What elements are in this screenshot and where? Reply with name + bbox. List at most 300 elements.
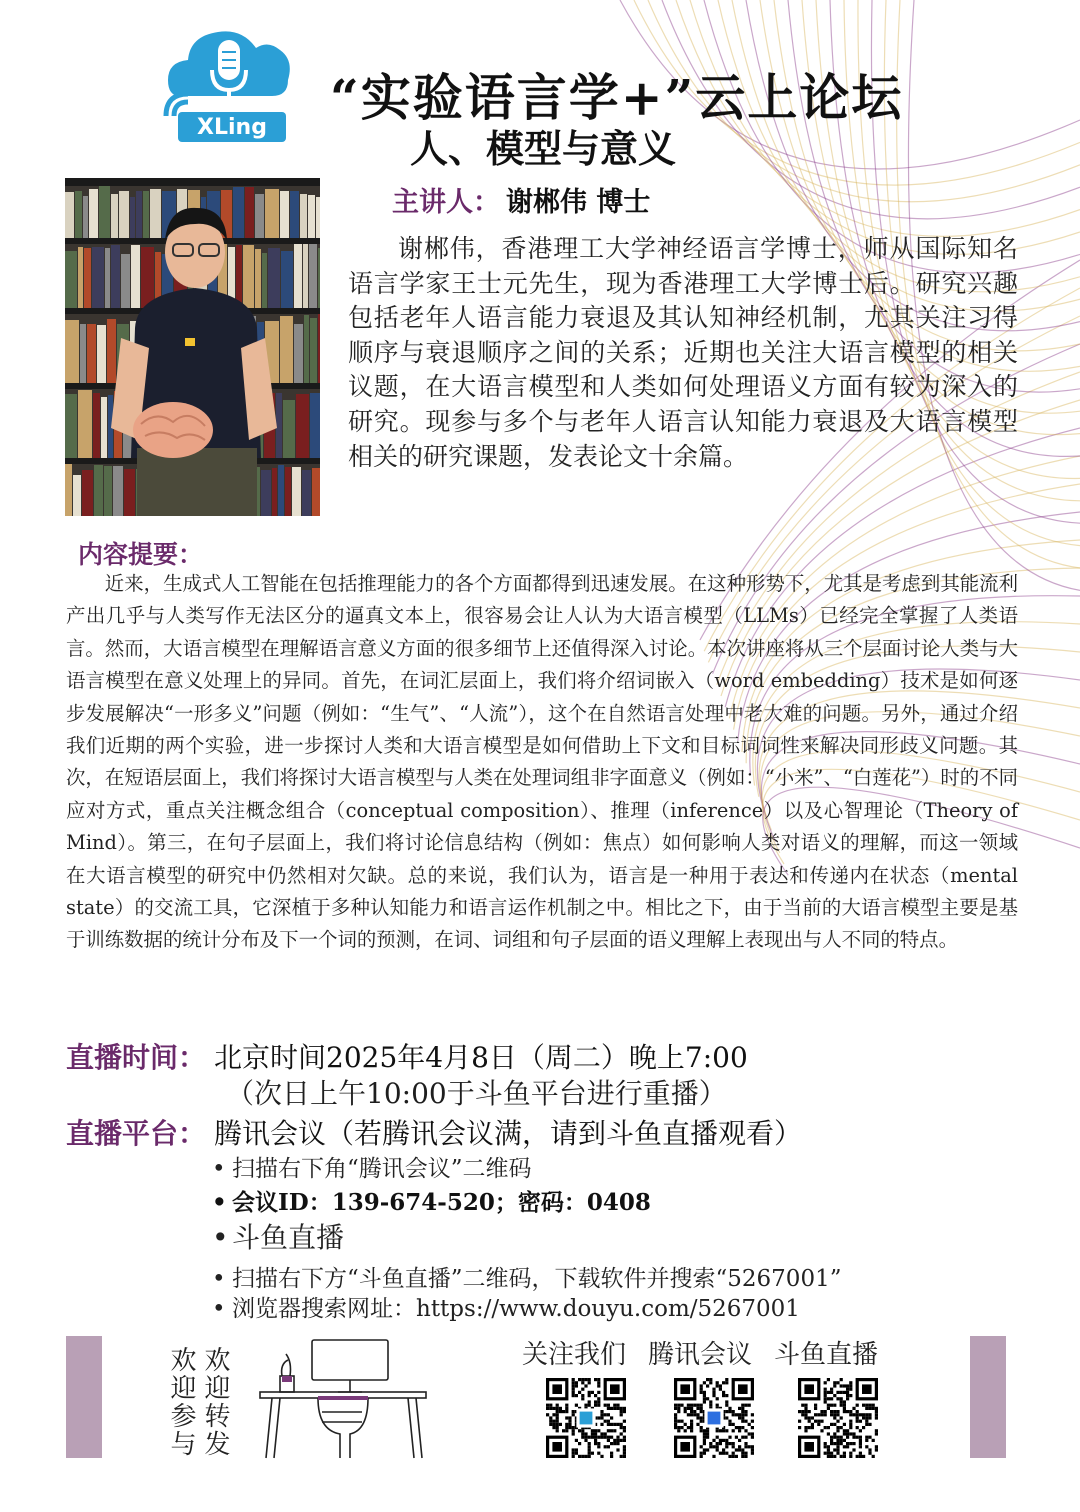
summary-text: 近来，生成式人工智能在包括推理能力的各个方面都得到迅速发展。在这种形势下，尤其是考虑到其能流利产出几乎与人类写作无法区分的逼真文本上，很容易会让人认为大语言模型（LLMs）已经完全掌握了人类语言。然而，大语言模型在理解语言意义方面的很多细节上还值得深入讨论。本次讲座将从三个层面讨论人类与大语言模型在意义处理上的异同。首先，在词汇层面上，我们将介绍词嵌入（word embedding）技术是如何逐步发展解决“一形多义”问题（例如：“生气”、“人流”），这个在自然语言处理中老大难的问题。另外，通过介绍我们近期的两个实验，进一步探讨人类和大语言模型是如何借助上下文和目标词词性来解决同形歧义问题。其次，在短语层面上，我们将探讨大语言模型与人类在处理词组非字面意义（例如：“小米”、“白莲花”）时的不同应对方式，重点关注概念组合（conceptual composition）、推理（inference）以及心智理论（Theory of Mind）。第三，在句子层面上，我们将讨论信息结构（例如：焦点）如何影响人类对语义的理解，而这一领域在大语言模型的研究中仍然相对欠缺。总的来说，我们认为，语言是一种用于表达和传递内在状态（mental state）的交流工具，它深植于多种认知能力和语言运作机制之中。相比之下，由于当前的大语言模型主要是基于训练数据的统计分布及下一个词的预测，在词、词组和句子层面的语义理解上表现出与人不同的特点。 [66,572,1018,952]
qr-module [687,1407,690,1410]
welcome-join-text: 欢迎参与 [166,1346,196,1458]
book-spine [261,470,271,516]
tencent-meeting-qr-code[interactable] [674,1378,754,1458]
qr-module [824,1452,827,1455]
qr-module [597,1429,600,1432]
book-spine [243,245,254,308]
qr-module [732,1413,735,1416]
qr-module [581,1397,584,1400]
qr-module [859,1413,862,1416]
qr-module [607,1413,610,1416]
qr-module [696,1407,699,1410]
qr-module [556,1404,559,1407]
qr-module [722,1394,725,1397]
qr-module [716,1397,719,1400]
qr-module [836,1439,839,1442]
qr-module [716,1436,719,1439]
qr-module [719,1439,722,1442]
qr-module [580,1412,593,1425]
qr-module [862,1413,865,1416]
qr-module [843,1455,846,1458]
speaker-label: 主讲人： [392,187,500,218]
qr-module [680,1442,690,1452]
qr-module [610,1452,613,1455]
qr-module [674,1413,677,1416]
book-spine [316,197,320,238]
qr-module [712,1439,715,1442]
qr-module [811,1423,814,1426]
book-spine [104,466,112,516]
qr-module [578,1455,581,1458]
qr-module [706,1436,709,1439]
qr-module [677,1407,680,1410]
book-spine [302,470,311,516]
qr-module [687,1413,690,1416]
qr-module [572,1429,575,1432]
book-spine [131,245,140,308]
qr-module [833,1413,836,1416]
qr-module [684,1410,687,1413]
qr-module [738,1416,741,1419]
follow-us-label: 关注我们 [522,1340,627,1370]
qr-module [843,1384,846,1387]
qr-module [859,1420,862,1423]
book-spine [281,251,293,308]
qr-module [572,1388,575,1391]
qr-module [623,1429,626,1432]
book-spine [75,191,82,238]
qr-module [846,1391,849,1394]
qr-module [840,1455,843,1458]
qr-module [862,1455,865,1458]
qr-module [623,1448,626,1451]
qr-module [620,1410,623,1413]
qr-module [840,1404,843,1407]
qr-module [741,1413,744,1416]
qr-module [830,1388,833,1391]
qr-module [556,1407,559,1410]
qr-module [741,1404,744,1407]
qr-module [741,1407,744,1410]
book-spine [92,247,104,308]
book-spine [101,397,107,458]
qr-module [623,1445,626,1448]
qr-module [856,1455,859,1458]
qr-module [833,1394,836,1397]
qr-module [814,1413,817,1416]
qr-module [732,1452,735,1455]
qr-module [744,1413,747,1416]
qr-module [591,1452,594,1455]
qr-module [804,1426,807,1429]
book-spine [312,468,320,516]
qr-module [865,1404,868,1407]
qr-module [610,1407,613,1410]
qr-module [827,1378,830,1381]
qr-module [865,1436,868,1439]
qr-module [751,1426,754,1429]
qr-module [741,1410,744,1413]
qr-module [572,1452,575,1455]
book-spine [294,324,303,383]
qr-module [568,1423,571,1426]
list-item [212,1290,800,1323]
qr-module [744,1404,747,1407]
qr-module [616,1442,619,1445]
qr-module [865,1416,868,1419]
qr-module [856,1426,859,1429]
qr-module [594,1432,597,1435]
qr-module [677,1410,680,1413]
qr-module [591,1429,594,1432]
qr-module [833,1455,836,1458]
qr-module [744,1410,747,1413]
qr-module [875,1416,878,1419]
qr-module [703,1436,706,1439]
bookshelf-portrait-illustration [65,178,320,516]
qr-module [597,1442,600,1445]
qr-module [744,1455,747,1458]
qr-module [833,1381,836,1384]
qr-module [751,1452,754,1455]
qr-module [804,1416,807,1419]
qr-module [709,1445,712,1448]
qr-module [552,1442,562,1452]
qr-module [725,1381,728,1384]
book-spine [80,324,86,383]
qr-module [820,1413,823,1416]
qr-module [546,1407,549,1410]
qr-module [594,1400,597,1403]
qr-module [830,1423,833,1426]
qr-module [843,1407,846,1410]
qr-module [872,1404,875,1407]
page-title: “实验语言学+”云上论坛 [330,68,904,127]
qr-module [836,1426,839,1429]
qr-module [728,1455,731,1458]
qr-module [620,1413,623,1416]
qr-module [556,1423,559,1426]
qr-module [677,1404,680,1407]
qr-module [798,1410,801,1413]
qr-module [674,1416,677,1419]
book-spine [124,469,135,516]
qr-module [690,1423,693,1426]
qr-module [804,1404,807,1407]
qr-module [549,1407,552,1410]
qr-module [856,1436,859,1439]
book-spine [294,244,302,308]
qr-module [865,1420,868,1423]
qr-module [549,1404,552,1407]
qr-module [607,1429,610,1432]
qr-module [546,1404,549,1407]
book-spine [255,194,264,238]
douyu-url-text[interactable]: 浏览器搜索网址：https://www.douyu.com/5267001 [232,1296,800,1322]
qr-module [836,1448,839,1451]
qr-module [748,1445,751,1448]
qr-module [824,1400,827,1403]
book-spine [73,475,81,516]
qr-module [597,1381,600,1384]
qr-module [814,1404,817,1407]
qr-module [836,1436,839,1439]
qr-module [824,1445,827,1448]
qr-module [824,1381,827,1384]
qr-module [604,1420,607,1423]
qr-module [865,1413,868,1416]
bullet-dot: • [212,1156,226,1182]
qr-module [584,1439,587,1442]
qr-module [588,1378,591,1381]
qr-module [568,1420,571,1423]
qr-module [581,1381,584,1384]
qr-module [840,1439,843,1442]
qr-module [849,1381,852,1384]
qr-module [572,1394,575,1397]
follow-us-qr-code[interactable] [546,1378,626,1458]
qr-module [859,1455,862,1458]
qr-module [700,1407,703,1410]
qr-module [575,1439,578,1442]
qr-module [846,1384,849,1387]
qr-module [846,1432,849,1435]
qr-module [588,1400,591,1403]
qr-module [824,1394,827,1397]
qr-module [833,1384,836,1387]
qr-module [709,1400,712,1403]
book-spine [280,316,293,383]
qr-module [623,1439,626,1442]
qr-module [552,1423,555,1426]
qr-module [830,1410,833,1413]
list-item [212,1216,344,1256]
qr-module [613,1407,616,1410]
qr-module [581,1429,584,1432]
qr-module [735,1413,738,1416]
qr-module [575,1404,578,1407]
qr-module [610,1423,613,1426]
qr-module [706,1429,709,1432]
qr-module [846,1445,849,1448]
qr-module [836,1420,839,1423]
qr-module [600,1455,603,1458]
qr-module [575,1384,578,1387]
qr-module [613,1442,616,1445]
qr-module [824,1391,827,1394]
book-spine [78,390,92,458]
qr-module [616,1407,619,1410]
qr-module [827,1426,830,1429]
qr-module [804,1413,807,1416]
qr-module [748,1404,751,1407]
qr-module [716,1445,719,1448]
qr-module [728,1423,731,1426]
qr-module [836,1445,839,1448]
qr-module [706,1432,709,1435]
qr-module [732,1429,735,1432]
qr-module [607,1420,610,1423]
qr-module [748,1423,751,1426]
qr-module [836,1442,839,1445]
qr-module [591,1436,594,1439]
qr-module [597,1404,600,1407]
book-spine [97,325,106,383]
qr-module [600,1413,603,1416]
qr-module [830,1436,833,1439]
qr-module [830,1413,833,1416]
qr-module [584,1378,587,1381]
qr-module [562,1429,565,1432]
qr-module [700,1455,703,1458]
qr-module [820,1420,823,1423]
qr-module [843,1410,846,1413]
qr-module [597,1416,600,1419]
book-spine [136,191,142,238]
qr-module [836,1397,839,1400]
live-time-label: 直播时间： [66,1041,207,1074]
qr-module [594,1442,597,1445]
qr-module [741,1420,744,1423]
qr-module [751,1448,754,1451]
qr-module [725,1416,728,1419]
qr-module [706,1384,709,1387]
qr-module [584,1436,587,1439]
qr-module [836,1413,839,1416]
qr-module [849,1384,852,1387]
qr-module [690,1407,693,1410]
qr-module [846,1394,849,1397]
book-spine [283,400,295,458]
qr-module [620,1407,623,1410]
qr-module [706,1448,709,1451]
qr-module [578,1378,581,1381]
qr-module [696,1404,699,1407]
qr-module [744,1442,747,1445]
qr-module [581,1436,584,1439]
qr-module [836,1452,839,1455]
qr-module [865,1407,868,1410]
qr-module [868,1407,871,1410]
qr-module [817,1420,820,1423]
book-spine [245,187,254,238]
qr-module [804,1384,814,1394]
qr-module [703,1432,706,1435]
book-spine [130,197,135,238]
qr-module [565,1404,568,1407]
speaker-line [392,180,650,219]
qr-module [830,1452,833,1455]
douyu-live-qr-code[interactable] [798,1378,878,1458]
qr-module [680,1404,683,1407]
qr-module [572,1384,575,1387]
welcome-share-text: 欢迎转发 [200,1346,230,1458]
qr-module [849,1455,852,1458]
qr-module [849,1420,852,1423]
qr-module [849,1426,852,1429]
qr-module [840,1378,843,1381]
qr-module [865,1439,868,1442]
qr-module [700,1445,703,1448]
list-item [212,1260,841,1293]
qr-module [716,1429,719,1432]
qr-module [824,1413,827,1416]
qr-module [613,1404,616,1407]
qr-module [623,1410,626,1413]
book-spine [113,466,123,516]
qr-module [616,1448,619,1451]
qr-module [722,1439,725,1442]
qr-module [856,1413,859,1416]
qr-module [798,1426,801,1429]
qr-module [613,1429,616,1432]
qr-module [725,1404,728,1407]
qr-module [690,1413,693,1416]
qr-module [588,1448,591,1451]
qr-module [568,1426,571,1429]
qr-module [827,1448,830,1451]
qr-module [684,1423,687,1426]
qr-module [674,1426,677,1429]
qr-module [610,1455,613,1458]
qr-module [827,1452,830,1455]
qr-module [597,1378,600,1381]
qr-module [738,1384,748,1394]
qr-module [712,1388,715,1391]
qr-module [843,1400,846,1403]
qr-module [687,1404,690,1407]
qr-module [623,1455,626,1458]
qr-module [610,1416,613,1419]
qr-module [607,1436,610,1439]
qr-module [751,1413,754,1416]
qr-module [581,1432,584,1435]
qr-module [700,1384,703,1387]
qr-module [868,1452,871,1455]
qr-module [690,1429,693,1432]
qr-module [556,1429,559,1432]
qr-module [836,1429,839,1432]
bullet-text: 斗鱼直播 [232,1221,345,1254]
qr-module [814,1420,817,1423]
qr-module [725,1429,728,1432]
qr-module [597,1397,600,1400]
qr-module [824,1397,827,1400]
qr-module [801,1410,804,1413]
book-spine [292,467,301,516]
qr-module [623,1420,626,1423]
qr-module [817,1413,820,1416]
qr-module [687,1426,690,1429]
qr-module [852,1448,855,1451]
qr-module [600,1416,603,1419]
qr-module [623,1436,626,1439]
qr-module [572,1378,575,1381]
qr-module [591,1391,594,1394]
qr-module [722,1391,725,1394]
book-spine [93,393,100,458]
qr-module [875,1407,878,1410]
qr-module [709,1378,712,1381]
qr-module [804,1407,807,1410]
qr-module [751,1445,754,1448]
qr-module [700,1452,703,1455]
qr-module [833,1442,836,1445]
qr-module [604,1432,607,1435]
qr-module [677,1426,680,1429]
qr-module [597,1445,600,1448]
xling-logo [160,18,300,146]
